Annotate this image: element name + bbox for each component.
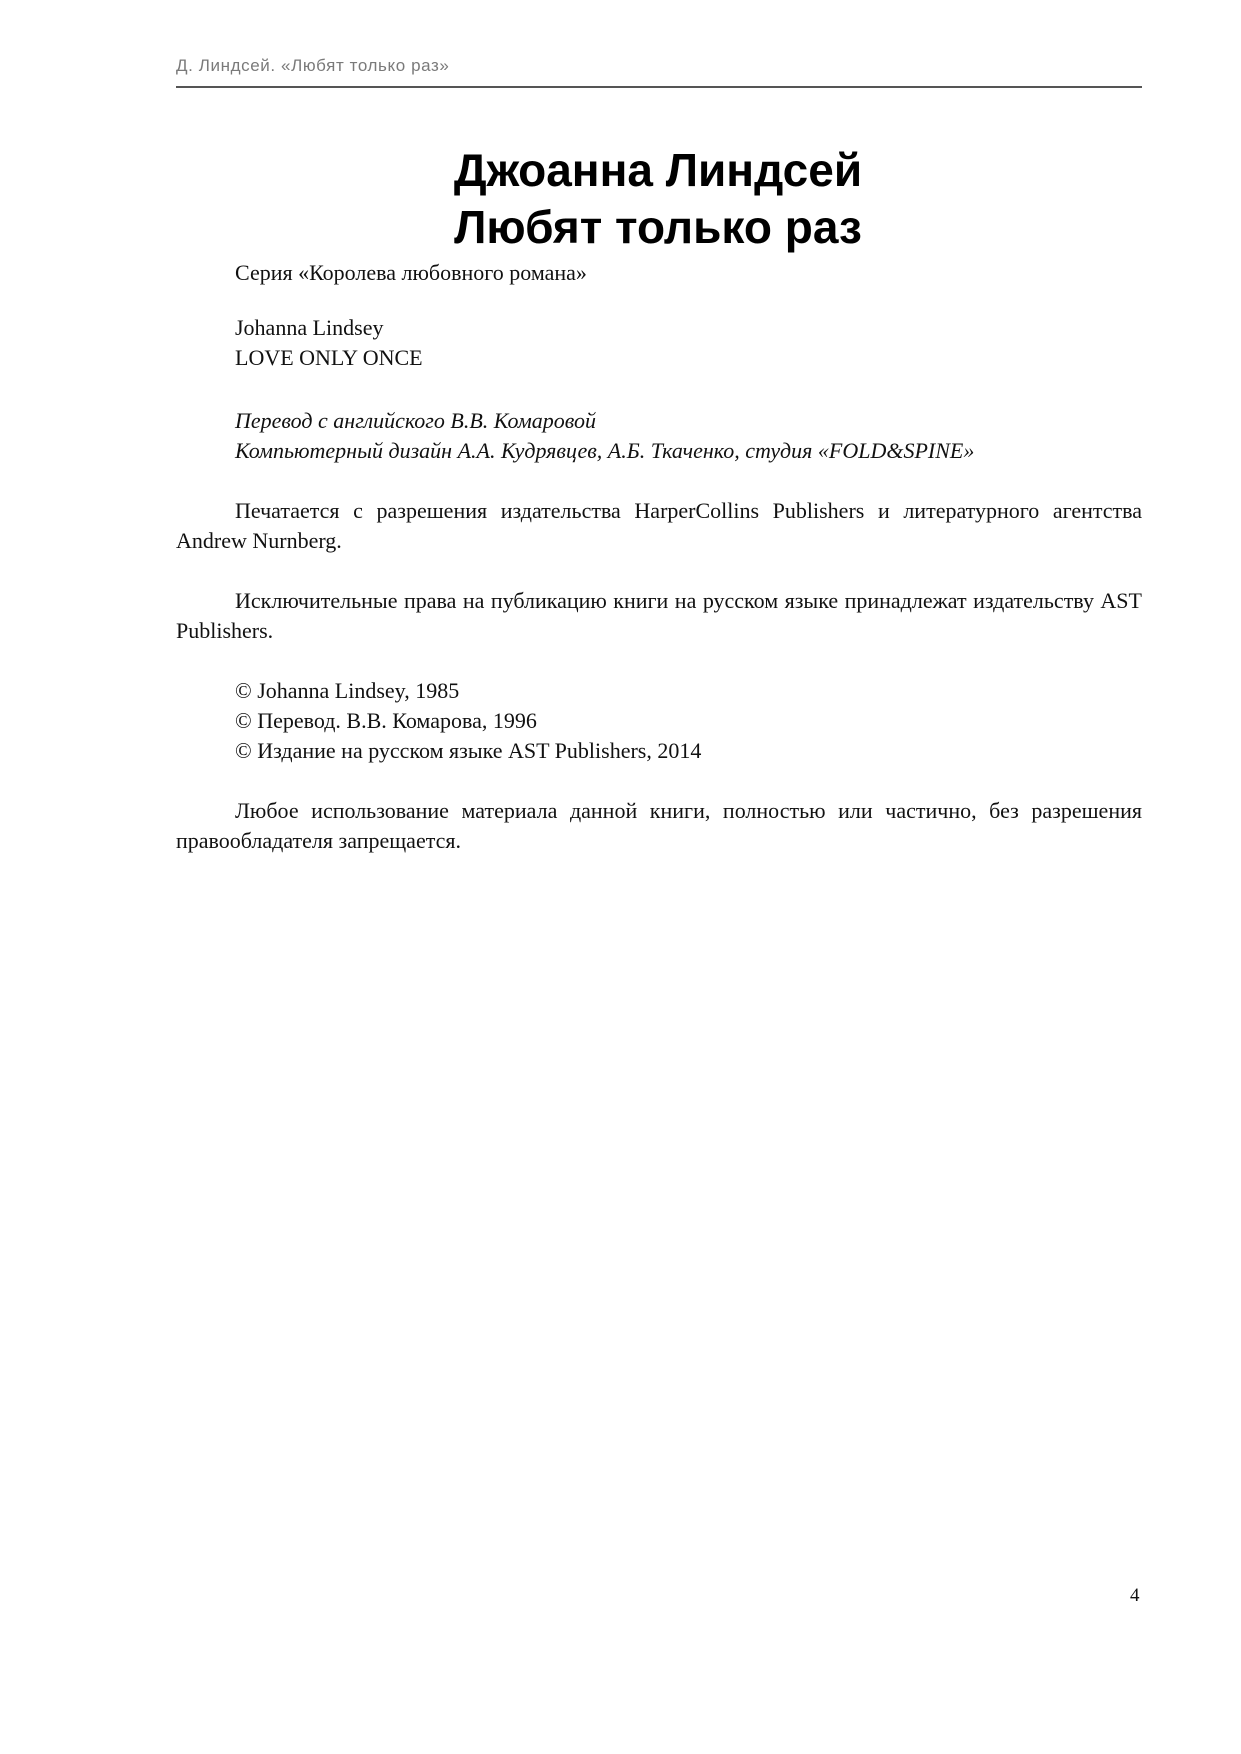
running-head: Д. Линдсей. «Любят только раз» (176, 56, 450, 75)
original-author: Johanna Lindsey (235, 315, 384, 340)
page-number: 4 (1130, 1585, 1140, 1606)
credits-block (176, 406, 1142, 466)
copyright-line: © Перевод. В.В. Комарова, 1996 (235, 708, 537, 733)
series-line: Серия «Королева любовного романа» (235, 260, 587, 285)
permission-paragraph: Печатается с разрешения издательства HarperCollins Publishers и литературного агентства Andrew Nurnberg. (176, 498, 1142, 553)
rights-paragraph: Исключительные права на публикацию книги на русском языке принадлежат издательству AST Publishers. (176, 588, 1142, 643)
title-block (0, 142, 1241, 256)
copyright-line: © Johanna Lindsey, 1985 (235, 678, 460, 703)
permission-block (176, 496, 1142, 556)
usage-notice-paragraph: Любое использование материала данной книги, полностью или частично, без разрешения правообладателя запрещается. (176, 798, 1142, 853)
design-credit: Компьютерный дизайн А.А. Кудрявцев, А.Б. Ткаченко, студия «FOLD&SPINE» (235, 438, 975, 463)
copyright-block (176, 676, 1142, 766)
copyright-line: © Издание на русском языке AST Publishers, 2014 (235, 738, 702, 763)
header-rule (176, 86, 1142, 88)
original-title-block (176, 285, 1142, 373)
book-author-title: Джоанна Линдсей (453, 144, 863, 196)
translation-credit: Перевод с английского В.В. Комаровой (235, 408, 596, 433)
original-title: LOVE ONLY ONCE (235, 345, 423, 370)
usage-notice-block (176, 796, 1142, 856)
series-block (176, 258, 1142, 288)
book-title: Любят только раз (454, 201, 862, 253)
rights-block (176, 586, 1142, 646)
